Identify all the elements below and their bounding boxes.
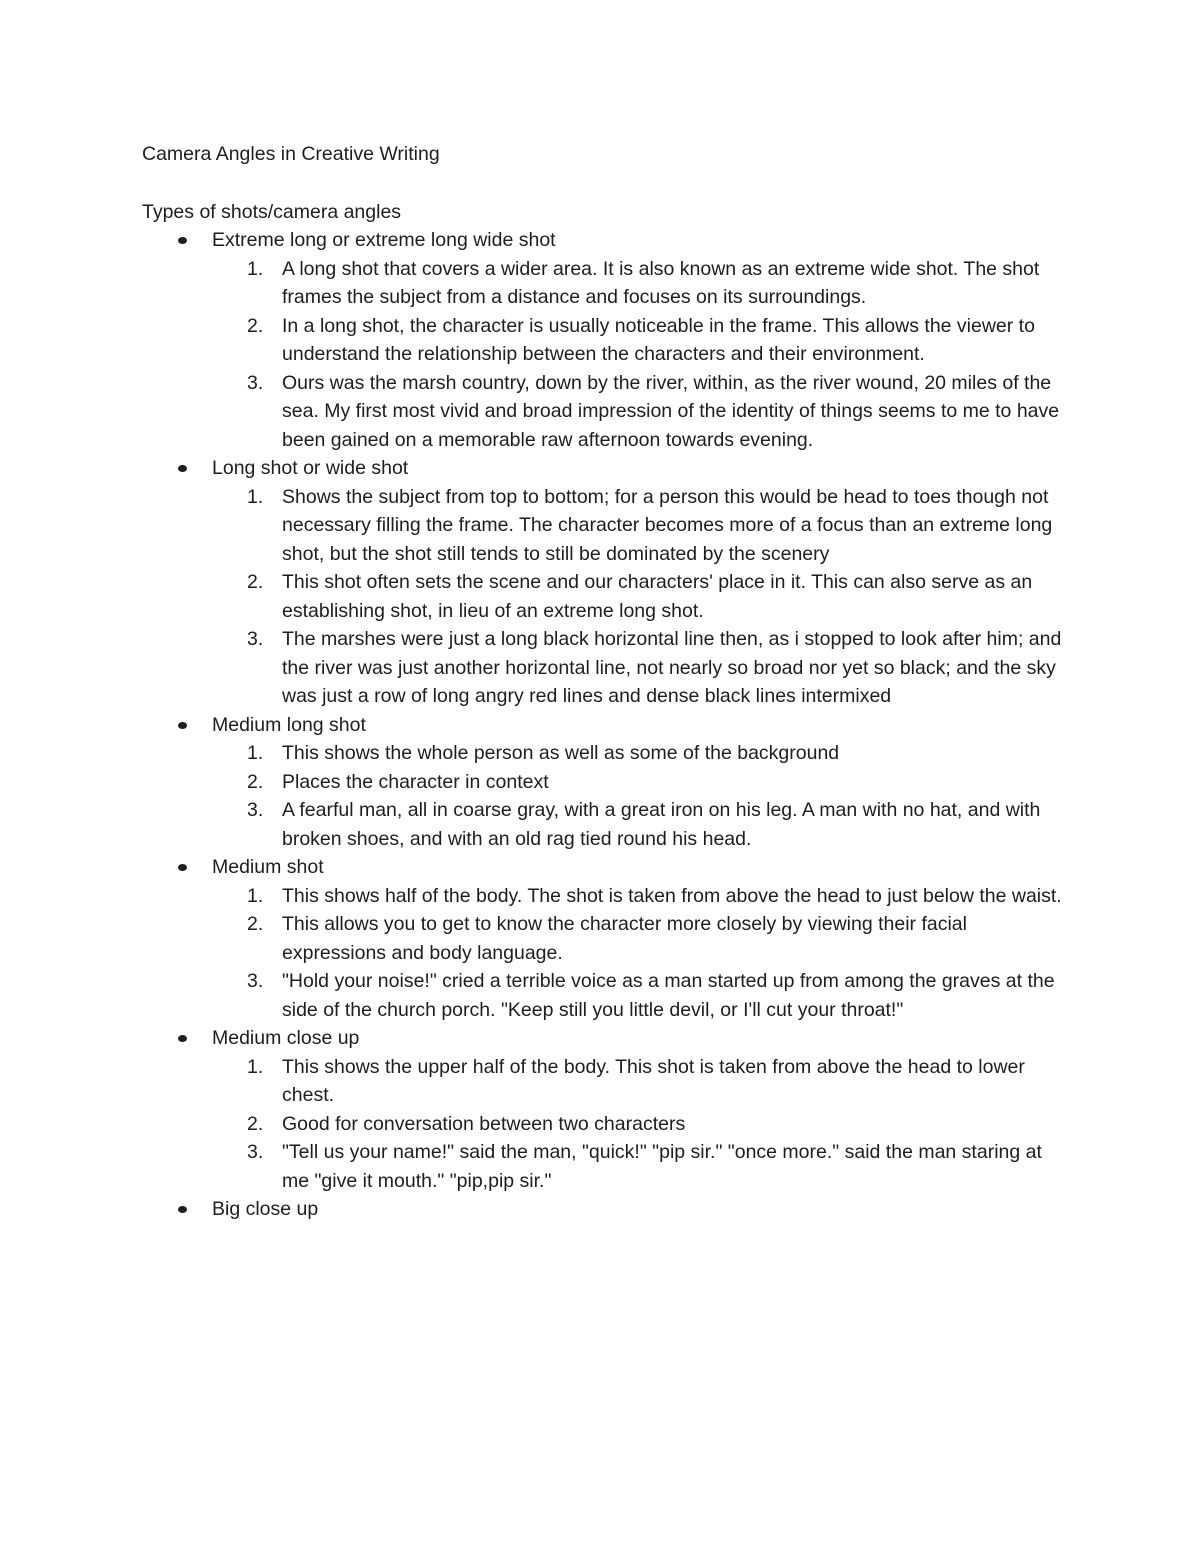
point-number: 1. <box>247 742 264 764</box>
blank-line <box>142 169 1072 198</box>
point-item <box>212 1138 1072 1195</box>
point-text: "Tell us your name!" said the man, "quick!" "pip sir." "once more." said the man staring at me "give it mouth." "pip,pip sir." <box>282 1141 1042 1192</box>
point-number: 2. <box>247 571 264 593</box>
shot-type-item <box>142 853 1072 1024</box>
point-text: This shows half of the body. The shot is taken from above the head to just below the waist. <box>282 884 1062 907</box>
shot-type-heading: Medium shot <box>212 856 324 878</box>
point-number: 3. <box>247 970 264 992</box>
point-item <box>212 882 1072 911</box>
point-number: 1. <box>247 485 264 508</box>
bullet-icon <box>178 237 187 244</box>
point-number: 2. <box>247 314 264 337</box>
point-item <box>212 910 1072 967</box>
document-title: Camera Angles in Creative Writing <box>142 143 440 165</box>
point-text: A long shot that covers a wider area. It is also known as an extreme wide shot. The shot frames the subject from a distance and focuses on its surroundings. <box>282 257 1040 308</box>
shot-type-heading: Long shot or wide shot <box>212 457 409 479</box>
point-number: 3. <box>247 1141 264 1163</box>
section-subtitle: Types of shots/camera angles <box>142 200 402 223</box>
point-item <box>212 369 1072 455</box>
bullet-icon <box>178 864 187 871</box>
point-text: The marshes were just a long black horizontal line then, as i stopped to look after him; and the river was just another horizontal line, not nearly so broad nor yet so black; and the sky was just a row of long angry red lines and dense black lines intermixed <box>282 628 1062 707</box>
point-number: 1. <box>247 257 264 280</box>
point-number: 3. <box>247 628 264 650</box>
bullet-icon <box>178 1206 187 1213</box>
shot-type-points <box>212 882 1072 1025</box>
shot-type-item <box>142 226 1072 454</box>
point-text: Ours was the marsh country, down by the river, within, as the river wound, 20 miles of the sea. My first most vivid and broad impression of the identity of things seems to me to have been gained on a memorable raw afternoon towards evening. <box>282 371 1060 451</box>
point-number: 2. <box>247 770 264 793</box>
point-item <box>212 483 1072 569</box>
shot-type-heading: Big close up <box>212 1198 319 1220</box>
point-item <box>212 312 1072 369</box>
point-number: 3. <box>247 799 264 821</box>
shot-type-points <box>212 739 1072 853</box>
point-item <box>212 796 1072 853</box>
point-number: 3. <box>247 371 264 394</box>
shot-type-points <box>212 255 1072 455</box>
point-item <box>212 1110 1072 1139</box>
point-text: This shows the whole person as well as some of the background <box>282 742 840 764</box>
shot-type-item <box>142 1024 1072 1195</box>
bullet-icon <box>178 465 187 472</box>
point-text: A fearful man, all in coarse gray, with a great iron on his leg. A man with no hat, and with broken shoes, and with an old rag tied round his head. <box>282 799 1041 850</box>
point-item <box>212 625 1072 711</box>
point-number: 2. <box>247 913 264 935</box>
point-text: In a long shot, the character is usually noticeable in the frame. This allows the viewer to understand the relationship between the characters and their environment. <box>282 314 1035 365</box>
shot-type-heading: Extreme long or extreme long wide shot <box>212 229 556 251</box>
point-text: Good for conversation between two characters <box>282 1112 686 1135</box>
point-number: 2. <box>247 1112 264 1135</box>
document-page <box>142 140 1072 1224</box>
point-item <box>212 568 1072 625</box>
point-item <box>212 1053 1072 1110</box>
shot-type-item <box>142 454 1072 711</box>
bullet-icon <box>178 1035 187 1042</box>
point-item <box>212 967 1072 1024</box>
shot-types-list <box>142 226 1072 1224</box>
point-text: This shot often sets the scene and our characters' place in it. This can also serve as an establishing shot, in lieu of an extreme long shot. <box>282 571 1033 622</box>
point-text: Places the character in context <box>282 770 549 793</box>
point-text: This shows the upper half of the body. This shot is taken from above the head to lower chest. <box>282 1055 1025 1106</box>
point-item <box>212 739 1072 768</box>
shot-type-points <box>212 1053 1072 1196</box>
shot-type-item <box>142 1195 1072 1224</box>
shot-type-heading: Medium long shot <box>212 713 366 736</box>
shot-type-heading: Medium close up <box>212 1027 360 1049</box>
point-number: 1. <box>247 1055 264 1078</box>
point-item <box>212 768 1072 797</box>
shot-type-points <box>212 483 1072 711</box>
point-text: "Hold your noise!" cried a terrible voice as a man started up from among the graves at the side of the church porch. "Keep still you little devil, or I'll cut your throat!" <box>282 970 1055 1021</box>
point-number: 1. <box>247 884 264 907</box>
shot-type-item <box>142 711 1072 854</box>
point-text: This allows you to get to know the character more closely by viewing their facial expressions and body language. <box>282 913 967 964</box>
point-text: Shows the subject from top to bottom; for a person this would be head to toes though not necessary filling the frame. The character becomes more of a focus than an extreme long shot, but the shot still tends to still be dominated by the scenery <box>282 485 1053 565</box>
bullet-icon <box>178 722 187 729</box>
point-item <box>212 255 1072 312</box>
